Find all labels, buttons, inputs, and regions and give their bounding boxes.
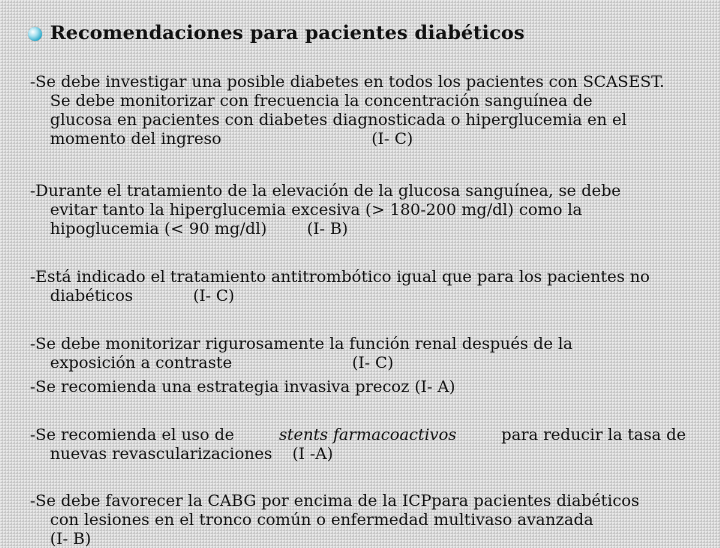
text-line: glucosa en pacientes con diabetes diagnosticada o hiperglucemia en el — [50, 110, 627, 129]
slide-title: Recomendaciones para pacientes diabéticos — [50, 22, 525, 44]
text-line: Se debe monitorizar con frecuencia la concentración sanguínea de — [50, 91, 593, 110]
evidence-level: (I -A) — [292, 444, 334, 463]
text-line: -Durante el tratamiento de la elevación de la glucosa sanguínea, se debe — [30, 181, 621, 200]
text-segment: momento del ingreso — [50, 129, 222, 148]
recommendation-glucose-screening — [30, 72, 686, 148]
text-segment: diabéticos — [50, 286, 133, 305]
recommendation-invasive-strategy — [30, 377, 686, 396]
text-segment: para reducir la tasa de — [501, 425, 686, 444]
evidence-level: (I- B) — [306, 219, 348, 238]
text-line: con lesiones en el tronco común o enfermedad multivaso avanzada — [50, 510, 594, 529]
recommendation-antithrombotic — [30, 267, 686, 305]
text-line: -Se debe investigar una posible diabetes en todos los pacientes con SCASEST. — [30, 72, 665, 91]
text-line: evitar tanto la hiperglucemia excesiva (> 180-200 mg/dl) como la — [50, 200, 583, 219]
evidence-level: (I- C) — [371, 129, 413, 148]
slide-title-row — [28, 22, 708, 48]
text-segment: exposición a contraste — [50, 353, 233, 372]
recommendation-cabg — [30, 491, 686, 548]
text-line — [30, 286, 686, 305]
text-line: -Se debe favorecer la CABG por encima de la ICPpara pacientes diabéticos — [30, 491, 640, 510]
text-line: -Está indicado el tratamiento antitrombótico igual que para los pacientes no — [30, 267, 650, 286]
text-line — [30, 444, 686, 463]
evidence-level: (I- C) — [352, 353, 394, 372]
text-line: -Se recomienda una estrategia invasiva precoz (I- A) — [30, 377, 456, 396]
recommendation-glucose-treatment — [30, 181, 686, 238]
bullet-icon — [28, 27, 42, 41]
text-segment: nuevas revascularizaciones — [50, 444, 273, 463]
text-line: -Se debe monitorizar rigurosamente la función renal después de la — [30, 334, 573, 353]
text-line — [30, 129, 686, 148]
text-segment-italic: stents farmacoactivos — [278, 425, 457, 444]
evidence-level: (I- C) — [192, 286, 235, 305]
text-segment: hipoglucemia (< 90 mg/dl) — [50, 219, 267, 238]
text-line — [30, 219, 686, 238]
text-line — [30, 353, 686, 372]
text-line — [30, 425, 686, 444]
recommendation-stents — [30, 425, 686, 463]
text-line: (I- B) — [50, 529, 92, 548]
recommendation-renal-function — [30, 334, 686, 372]
text-segment: -Se recomienda el uso de — [30, 425, 235, 444]
